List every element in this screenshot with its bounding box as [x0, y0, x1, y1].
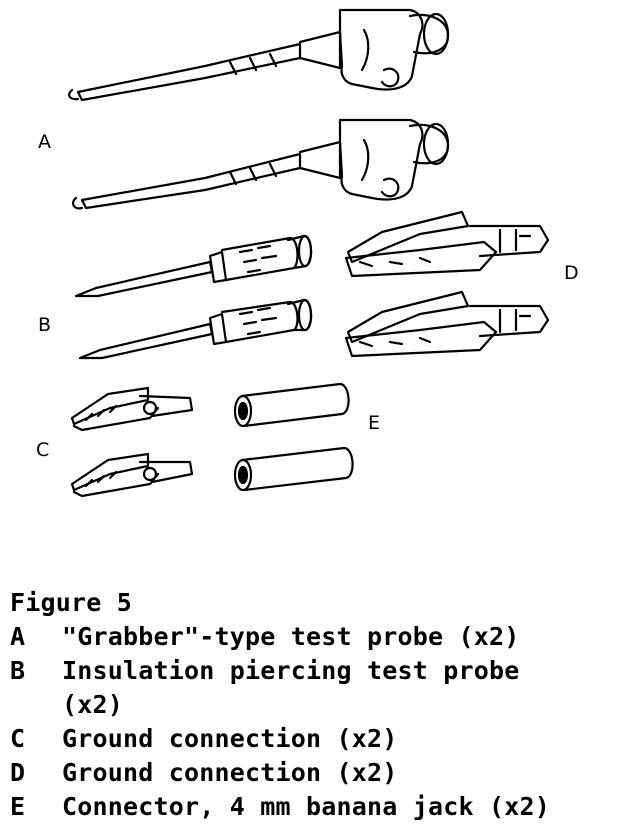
caption-item-c	[10, 722, 635, 756]
figure-caption	[10, 586, 635, 824]
caption-key: B	[10, 656, 26, 685]
caption-text-line1: Insulation piercing test probe	[62, 656, 520, 685]
caption-item-d	[10, 756, 635, 790]
piercing-probe-2	[80, 300, 311, 358]
callout-d: D	[564, 262, 579, 284]
large-clip-1	[346, 212, 548, 276]
caption-text: Connector, 4 mm banana jack (x2)	[62, 792, 551, 821]
caption-item-a	[10, 620, 635, 654]
caption-key: C	[10, 724, 26, 753]
caption-text: "Grabber"-type test probe (x2)	[62, 622, 520, 651]
caption-key: D	[10, 758, 26, 787]
small-clip-2	[72, 454, 192, 496]
callout-a: A	[38, 131, 51, 153]
caption-key: E	[10, 792, 26, 821]
caption-title: Figure 5	[10, 588, 133, 617]
large-clip-2	[346, 292, 548, 356]
caption-text: Ground connection (x2)	[62, 724, 398, 753]
grabber-probe-2	[73, 120, 448, 208]
caption-key: A	[10, 622, 26, 651]
caption-item-b	[10, 654, 635, 722]
callout-b: B	[38, 314, 52, 336]
callout-c: C	[36, 439, 50, 461]
banana-jack-1	[235, 384, 349, 426]
caption-text	[62, 654, 635, 722]
caption-text: Ground connection (x2)	[62, 758, 398, 787]
piercing-probe-1	[76, 236, 311, 296]
callout-e: E	[368, 412, 381, 434]
caption-item-e	[10, 790, 635, 824]
banana-jack-2	[235, 448, 353, 490]
grabber-probe-1	[69, 10, 448, 100]
small-clip-1	[72, 388, 192, 430]
caption-text-line2: (x2)	[62, 690, 124, 719]
